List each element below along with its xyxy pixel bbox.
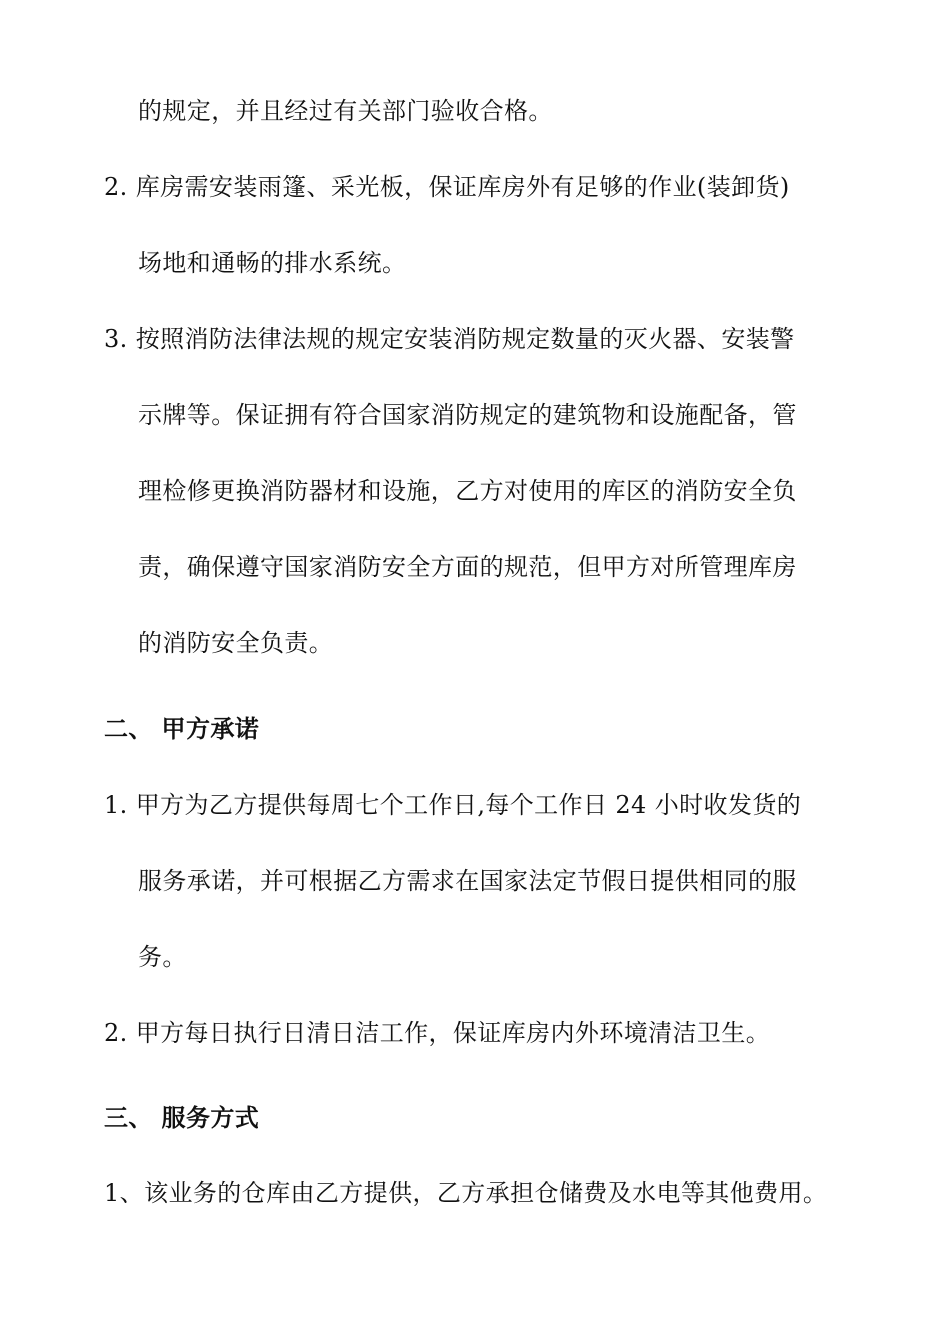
section-heading-2: 二、 甲方承诺 xyxy=(104,714,260,743)
list-item-1-line-2: 服务承诺，并可根据乙方需求在国家法定节假日提供相同的服 xyxy=(138,867,797,895)
list-item-1-line-1: 1. 甲方为乙方提供每周七个工作日,每个工作日 24 小时收发货的 xyxy=(104,791,802,819)
list-item-3-line-5: 的消防安全负责。 xyxy=(138,629,334,657)
list-item-3-line-4: 责，确保遵守国家消防安全方面的规范，但甲方对所管理库房 xyxy=(138,553,797,581)
list-item-2-line-2: 场地和通畅的排水系统。 xyxy=(138,249,407,277)
service-item-1: 1、该业务的仓库由乙方提供，乙方承担仓储费及水电等其他费用。 xyxy=(104,1179,828,1207)
list-item-2b-line-1: 2. 甲方每日执行日清日洁工作，保证库房内外环境清洁卫生。 xyxy=(104,1019,771,1047)
list-item-3-line-2: 示牌等。保证拥有符合国家消防规定的建筑物和设施配备，管 xyxy=(138,401,797,429)
list-item-3-line-1: 3. 按照消防法律法规的规定安装消防规定数量的灭火器、安装警 xyxy=(104,325,795,353)
list-item-2-line-1: 2. 库房需安装雨篷、采光板，保证库房外有足够的作业(装卸货) xyxy=(104,173,790,201)
list-item-1-line-3: 务。 xyxy=(138,943,187,971)
list-item-3-line-3: 理检修更换消防器材和设施，乙方对使用的库区的消防安全负 xyxy=(138,477,797,505)
text-line-1: 的规定，并且经过有关部门验收合格。 xyxy=(138,97,553,125)
section-heading-3: 三、 服务方式 xyxy=(104,1103,260,1132)
